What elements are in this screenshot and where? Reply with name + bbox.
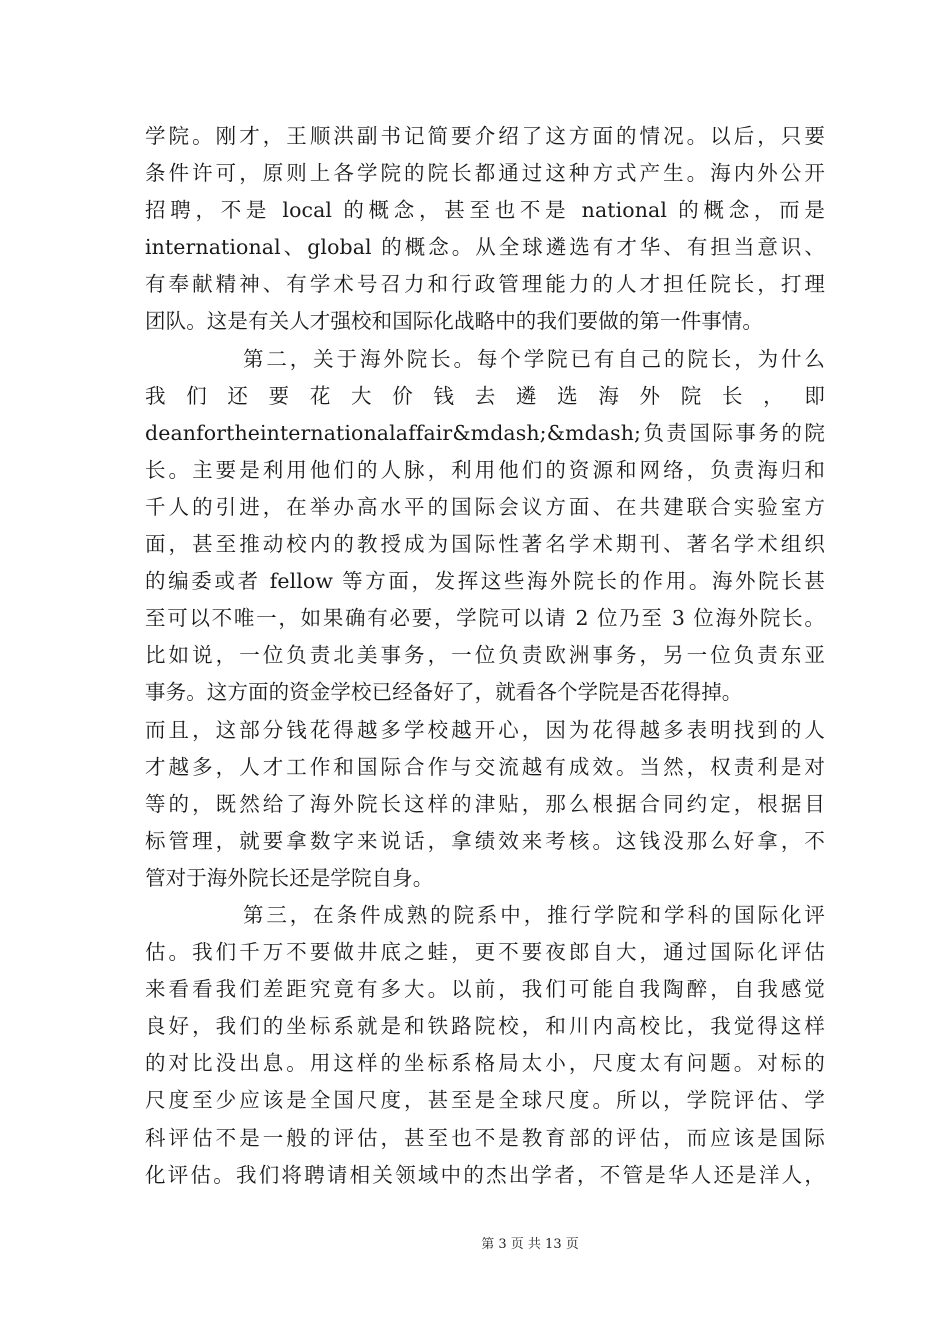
text-line: 有奉献精神、有学术号召力和行政管理能力的人才担任院长，打理: [145, 272, 825, 297]
text-line: international、global 的概念。从全球遴选有才华、有担当意识、: [145, 235, 825, 260]
text-line: 标管理，就要拿数字来说话，拿绩效来考核。这钱没那么好拿，不: [145, 828, 825, 853]
text-line: 长。主要是利用他们的人脉，利用他们的资源和网络，负责海归和: [145, 457, 825, 482]
text-line: 面，甚至推动校内的教授成为国际性著名学术期刊、著名学术组织: [145, 532, 825, 557]
page-footer: [0, 1233, 950, 1252]
text-line: 比如说，一位负责北美事务，一位负责欧洲事务，另一位负责东亚: [145, 643, 825, 668]
text-line: 良好，我们的坐标系就是和铁路院校，和川内高校比，我觉得这样: [145, 1014, 825, 1039]
text-line: 招聘，不是 local 的概念，甚至也不是 national 的概念，而是: [145, 198, 825, 223]
text-line: deanfortheinternationalaffair&mdash;&mdash;负责国际事务的院: [145, 420, 825, 445]
text-line: 第三，在条件成熟的院系中，推行学院和学科的国际化评: [243, 902, 825, 927]
text-line: 的编委或者 fellow 等方面，发挥这些海外院长的作用。海外院长甚: [145, 569, 825, 594]
text-line: 条件许可，原则上各学院的院长都通过这种方式产生。海内外公开: [145, 161, 825, 186]
text-line: 估。我们千万不要做井底之蛙，更不要夜郎自大，通过国际化评估: [145, 940, 825, 965]
text-line: 等的，既然给了海外院长这样的津贴，那么根据合同约定，根据目: [145, 791, 825, 816]
text-line: 学院。刚才，王顺洪副书记简要介绍了这方面的情况。以后，只要: [145, 124, 825, 148]
text-line: 尺度至少应该是全国尺度，甚至是全球尺度。所以，学院评估、学: [145, 1088, 825, 1113]
text-line: 我 们 还 要 花 大 价 钱 去 遴 选 海 外 院 长 ， 即: [145, 383, 825, 408]
document-body: [145, 118, 825, 1194]
text-line: 团队。这是有关人才强校和国际化战略中的我们要做的第一件事情。: [145, 309, 763, 334]
text-line: 而且，这部分钱花得越多学校越开心，因为花得越多表明找到的人: [145, 717, 825, 742]
text-line: 第二，关于海外院长。每个学院已有自己的院长，为什么: [243, 346, 825, 371]
page-number-label: 第 3 页 共 13 页: [481, 1237, 579, 1252]
text-line: 的对比没出息。用这样的坐标系格局太小，尺度太有问题。对标的: [145, 1051, 825, 1076]
text-line: 千人的引进，在举办高水平的国际会议方面、在共建联合实验室方: [145, 494, 825, 519]
text-line: 科评估不是一般的评估，甚至也不是教育部的评估，而应该是国际: [145, 1125, 825, 1150]
text-line: 化评估。我们将聘请相关领域中的杰出学者，不管是华人还是洋人，: [145, 1162, 825, 1187]
text-line: 事务。这方面的资金学校已经备好了，就看各个学院是否花得掉。: [145, 680, 743, 705]
text-line: 才越多，人才工作和国际合作与交流越有成效。当然，权责利是对: [145, 754, 825, 779]
text-line: 来看看我们差距究竟有多大。以前，我们可能自我陶醉，自我感觉: [145, 977, 825, 1002]
text-line: 至可以不唯一，如果确有必要，学院可以请 2 位乃至 3 位海外院长。: [145, 606, 825, 631]
text-line: 管对于海外院长还是学院自身。: [145, 865, 434, 890]
